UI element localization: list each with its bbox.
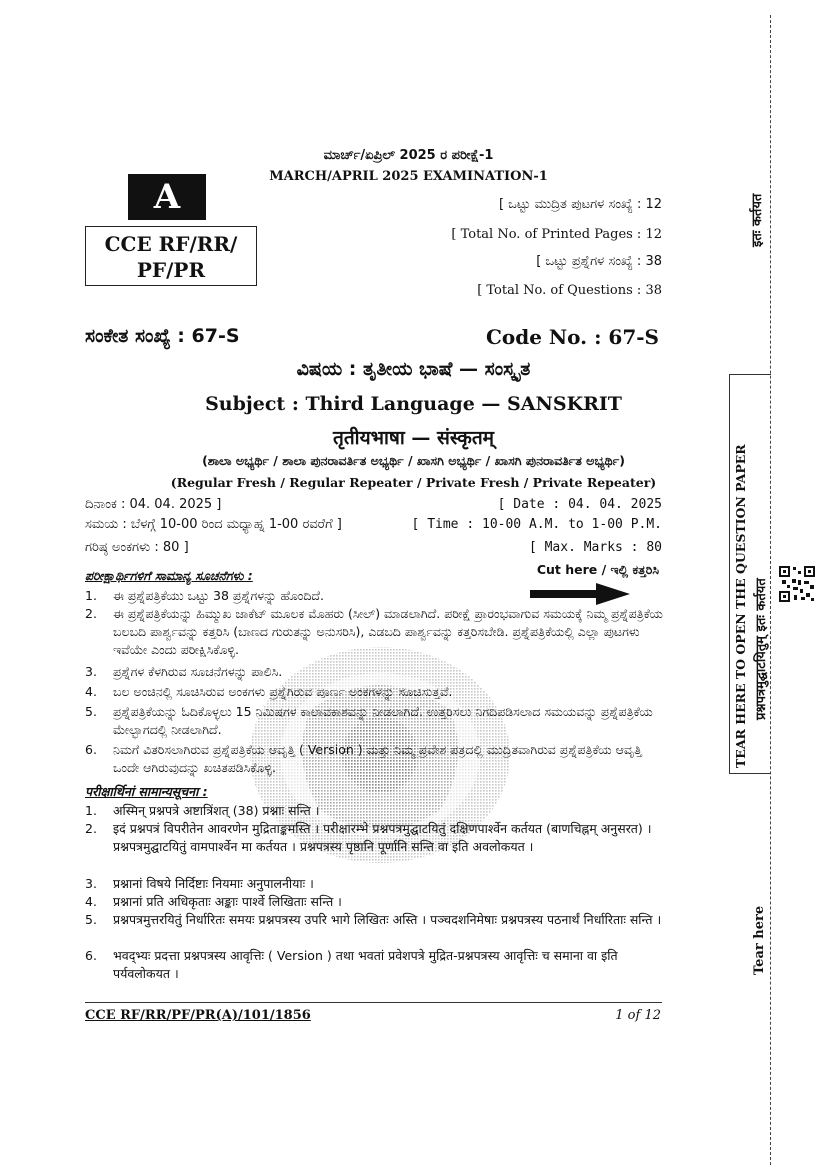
- code-number-kannada: ಸಂಕೇತ ಸಂಖ್ಯೆ : 67-S: [85, 325, 240, 347]
- tear-here-label: Tear here: [752, 905, 767, 975]
- sanskrit-instruction-1: 1. अस्मिन् प्रश्नपत्रे अष्टात्रिंशत् (38) प्रश्नाः सन्ति ।: [85, 803, 320, 818]
- kannada-instruction-2: 2. ಈ ಪ್ರಶ್ನೆಪತ್ರಿಕೆಯನ್ನು ಹಿಮ್ಮುಖ ಜಾಕೆಟ್ ಮೂಲಕ ಮೊಹರು (ಸೀಲ್) ಮಾಡಲಾಗಿದೆ. ಪರೀಕ್ಷೆ ಪ್ರಾರಂಭವಾಗುವ ಸಮಯಕ್ಕೆ ನಿಮ್ಮ ಪ್ರಶ್ನೆಪತ್ರಿಕೆಯ ಬಲಬದಿ ಪಾರ್ಶ್ವವನ್ನು ಕತ್ತರಿಸಿ (ಬಾಣದ ಗುರುತನ್ನು ಅನುಸರಿಸಿ), ಎಡಬದಿ ಪಾರ್ಶ್ವವನ್ನು ಕತ್ತರಿಸಬೇಡಿ. ಪ್ರಶ್ನೆಪತ್ರಿಕೆಯಲ್ಲಿ ಎಲ್ಲಾ ಪುಟಗಳು ಇವೆಯೇ ಎಂದು ಪರೀಕ್ಷಿಸಿಕೊಳ್ಳಿ.: [85, 606, 663, 657]
- printed-pages-kannada: [ ಒಟ್ಟು ಮುದ್ರಿತ ಪುಟಗಳ ಸಂಖ್ಯೆ : 12: [498, 197, 662, 212]
- tear-here-sanskrit: प्रश्नपत्रमुद्घाटयितुम् इतः कर्तयत: [754, 578, 769, 720]
- sanskrit-instruction-3: 3. प्रश्नानां विषये निर्दिष्टाः नियमाः अनुपालनीयाः ।: [85, 876, 314, 891]
- cce-code-line1: CCE RF/RR/: [104, 232, 238, 256]
- kannada-instructions-title: ಪರೀಕ್ಷಾರ್ಥಿಗಳಿಗೆ ಸಾಮಾನ್ಯ ಸೂಚನೆಗಳು :: [85, 568, 253, 583]
- candidate-types-kannada: (ಶಾಲಾ ಅಭ್ಯರ್ಥಿ / ಶಾಲಾ ಪುನರಾವರ್ತಿತ ಅಭ್ಯರ್ಥಿ / ಖಾಸಗಿ ಅಭ್ಯರ್ಥಿ / ಖಾಸಗಿ ಪುನರಾವರ್ತಿತ ಅಭ್ಯರ್ಥಿ): [202, 453, 625, 468]
- kannada-instruction-5: 5. ಪ್ರಶ್ನೆಪತ್ರಿಕೆಯನ್ನು ಓದಿಕೊಳ್ಳಲು 15 ನಿಮಿಷಗಳ ಕಾಲಾವಕಾಶವನ್ನು ನೀಡಲಾಗಿದೆ. ಉತ್ತರಿಸಲು ನಿಗದಿಪಡಿಸಲಾದ ಸಮಯವನ್ನು ಪ್ರಶ್ನೆಪತ್ರಿಕೆಯ ಮೇಲ್ಭಾಗದಲ್ಲಿ ನೀಡಲಾಗಿದೆ.: [85, 704, 653, 737]
- code-number-english: Code No. : 67-S: [485, 325, 659, 349]
- cce-code-box: [85, 226, 257, 286]
- questions-count-english: [ Total No. of Questions : 38: [477, 283, 662, 298]
- cut-here-label: Cut here / ಇಲ್ಲಿ ಕತ್ತರಿಸಿ: [536, 562, 659, 577]
- qr-code-icon: [778, 565, 816, 603]
- max-marks-kannada: ಗರಿಷ್ಠ ಅಂಕಗಳು : 80 ]: [85, 540, 189, 555]
- date-english: [ Date : 04. 04. 2025: [497, 497, 662, 512]
- version-badge: A: [128, 174, 206, 220]
- exam-title-kannada: ಮಾರ್ಚ್/ಏಪ್ರಿಲ್ 2025 ರ ಪರೀಕ್ಷೆ-1: [323, 148, 494, 163]
- cce-code-line2: PF/PR: [136, 258, 206, 282]
- footer-page-number: 1 of 12: [615, 1008, 661, 1023]
- date-kannada: ದಿನಾಂಕ : 04. 04. 2025 ]: [85, 497, 222, 512]
- time-kannada: ಸಮಯ : ಬೆಳಗ್ಗೆ 10-00 ರಿಂದ ಮಧ್ಯಾಹ್ನ 1-00 ರವರೆಗೆ ]: [85, 517, 342, 532]
- subject-sanskrit: तृतीयभाषा — संस्कृतम्: [332, 427, 495, 449]
- questions-count-kannada: [ ಒಟ್ಟು ಪ್ರಶ್ನೆಗಳ ಸಂಖ್ಯೆ : 38: [536, 254, 662, 269]
- footer-paper-code: CCE RF/RR/PF/PR(A)/101/1856: [85, 1008, 311, 1023]
- time-english: [ Time : 10-00 A.M. to 1-00 P.M.: [411, 517, 662, 532]
- subject-english: Subject : Third Language — SANSKRIT: [205, 393, 622, 415]
- kannada-instruction-1: 1. ಈ ಪ್ರಶ್ನೆಪತ್ರಿಕೆಯು ಒಟ್ಟು 38 ಪ್ರಶ್ನೆಗಳನ್ನು ಹೊಂದಿದೆ.: [85, 588, 324, 603]
- kannada-instruction-6: 6. ನಿಮಗೆ ವಿತರಿಸಲಾಗಿರುವ ಪ್ರಶ್ನೆಪತ್ರಿಕೆಯ ಆವೃತ್ತಿ ( Version ) ಮತ್ತು ನಿಮ್ಮ ಪ್ರವೇಶ ಪತ್ರದಲ್ಲಿ ಮುದ್ರಿತವಾಗಿರುವ ಪ್ರಶ್ನೆಪತ್ರಿಕೆಯ ಆವೃತ್ತಿ ಒಂದೇ ಆಗಿರುವುದನ್ನು ಖಚಿತಪಡಿಸಿಕೊಳ್ಳಿ.: [85, 742, 642, 775]
- kannada-instruction-4: 4. ಬಲ ಅಂಚಿನಲ್ಲಿ ಸೂಚಿಸಿರುವ ಅಂಕಗಳು ಪ್ರಶ್ನೆಗಿರುವ ಪೂರ್ಣ ಅಂಕಗಳನ್ನು ಸೂಚಿಸುತ್ತವೆ.: [85, 684, 453, 699]
- sanskrit-instruction-6: 6. भवद्भ्यः प्रदत्ता प्रश्नपत्रस्य आवृत्तिः ( Version ) तथा भवतां प्रवेशपत्रे मुद्रित-प्रश्नपत्रस्य आवृत्तिः च समाना वा इति पर्यवलोकयत ।: [85, 948, 618, 981]
- sanskrit-instructions-title: परीक्षार्थिनां सामान्यसूचना :: [85, 784, 208, 799]
- kannada-instruction-3: 3. ಪ್ರಶ್ನೆಗಳ ಕೆಳಗಿರುವ ಸೂಚನೆಗಳನ್ನು ಪಾಲಿಸಿ.: [85, 664, 283, 679]
- sanskrit-instruction-4: 4. प्रश्नानां प्रति अधिकृताः अङ्काः पार्श्वे लिखिताः सन्ति ।: [85, 894, 342, 909]
- candidate-types-english: (Regular Fresh / Regular Repeater / Private Fresh / Private Repeater): [170, 475, 657, 490]
- subject-kannada: ವಿಷಯ : ತೃತೀಯ ಭಾಷೆ — ಸಂಸ್ಕೃತ: [296, 358, 531, 380]
- tear-top-label: इतः कर्तयत: [750, 193, 765, 247]
- sanskrit-instruction-2: 2. इदं प्रश्नपत्रं विपरीतेन आवरणेन मुद्रिताङ्कमस्ति । परीक्षारम्भे प्रश्नपत्रमुद्घाटयितुं दक्षिणपार्श्वेन कर्तयत (बाणचिह्नम् अनुसरत) । प्रश्नपत्रमुद्घाटयितुं वामपार्श्वेन मा कर्तयत । प्रश्नपत्रस्य पृष्ठानि पूर्णानि सन्ति वा इति अवलोकयत ।: [85, 821, 652, 854]
- footer-divider: [85, 1002, 662, 1003]
- printed-pages-english: [ Total No. of Printed Pages : 12: [451, 227, 662, 242]
- tear-here-instruction: TEAR HERE TO OPEN THE QUESTION PAPER: [733, 444, 748, 768]
- exam-title-english: MARCH/APRIL 2025 EXAMINATION-1: [269, 169, 548, 184]
- sanskrit-instruction-5: 5. प्रश्नपत्रमुत्तरयितुं निर्धारितः समयः प्रश्नपत्रस्य उपरि भागे लिखितः अस्ति । पञ्चदशनिमेषाः प्रश्नपत्रस्य पठनार्थं निर्धारिताः सन्ति ।: [85, 912, 662, 927]
- max-marks-english: [ Max. Marks : 80: [528, 540, 662, 555]
